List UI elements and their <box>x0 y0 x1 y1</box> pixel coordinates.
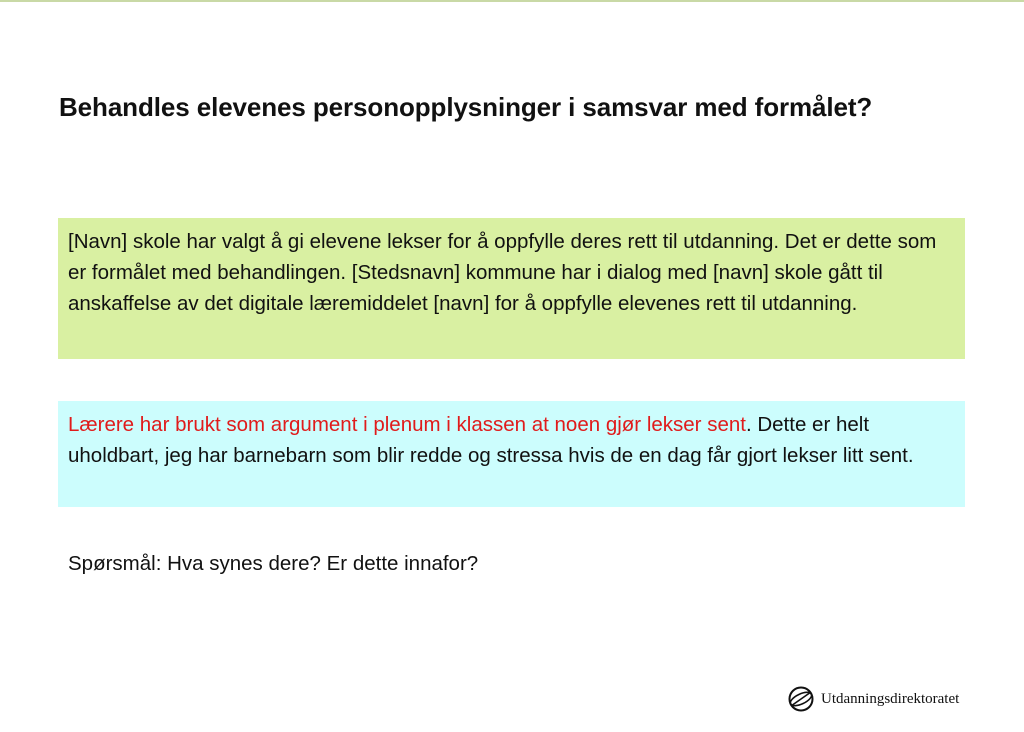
comment-highlight-text: Lærere har brukt som argument i plenum i klassen at noen gjør lekser sent <box>68 413 746 436</box>
purpose-text-box <box>58 218 965 359</box>
top-border-line <box>0 0 1024 2</box>
purpose-text: [Navn] skole har valgt å gi elevene lekser for å oppfylle deres rett til utdanning. Det er dette som er formålet med behandlingen. [Stedsnavn] kommune har i dialog med [navn] skole gått til anskaffelse av det digitale læremiddelet [navn] for å oppfylle elevenes rett til utdanning. <box>68 230 937 315</box>
slide-title: Behandles elevenes personopplysninger i samsvar med formålet? <box>59 92 873 122</box>
logo-text: Utdanningsdirektoratet <box>821 690 960 707</box>
udir-logo <box>787 684 959 714</box>
discussion-question: Spørsmål: Hva synes dere? Er dette innafor? <box>68 552 479 575</box>
udir-globe-icon <box>787 685 815 713</box>
comment-rest-text: . Dette er helt uholdbart, jeg har barnebarn som blir redde og stressa hvis de en dag får gjort lekser litt sent. <box>68 413 914 467</box>
comment-text-box <box>58 401 965 507</box>
